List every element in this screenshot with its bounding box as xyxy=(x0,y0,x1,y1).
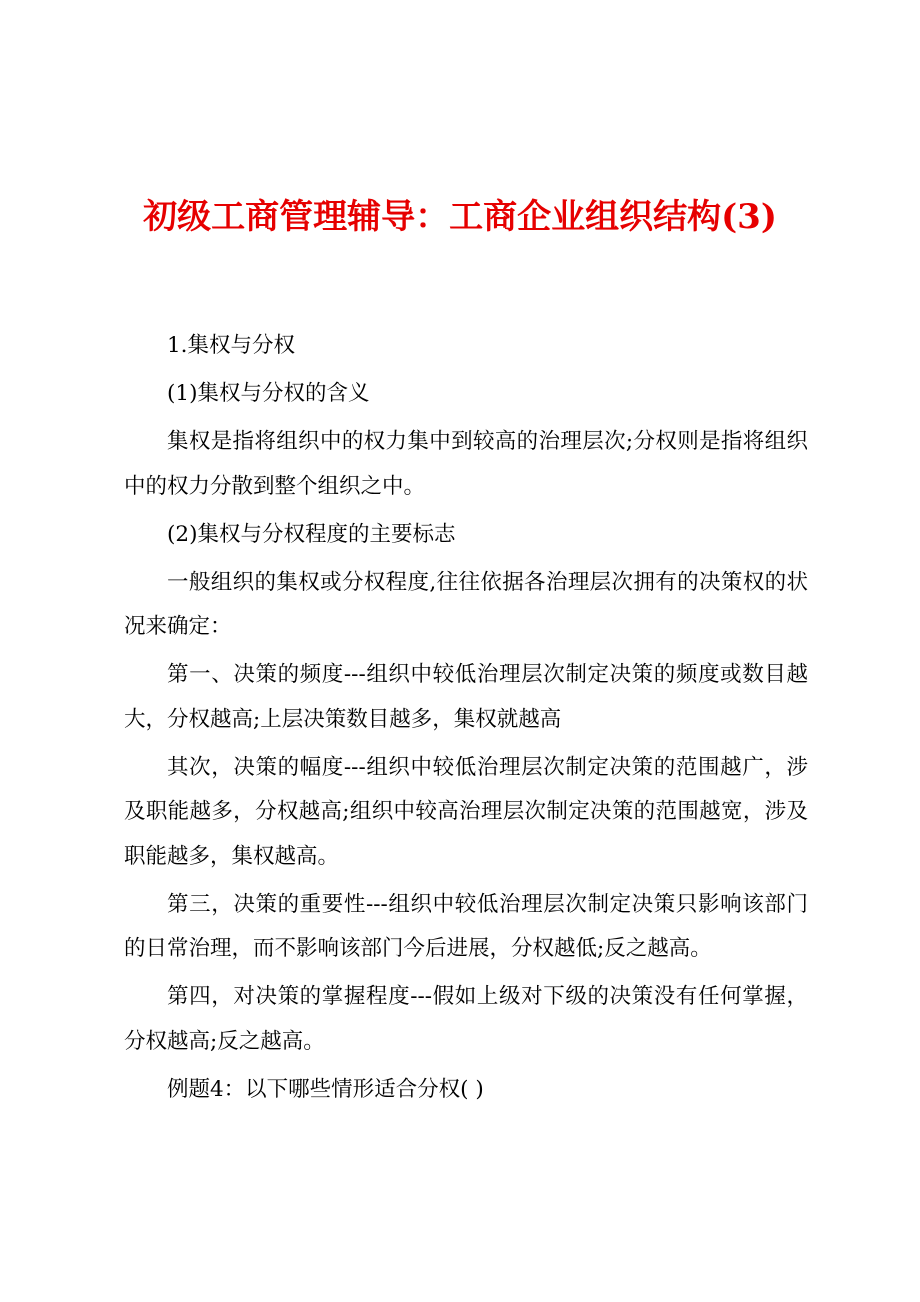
paragraph-point-2: 其次，决策的幅度---组织中较低治理层次制定决策的范围越广，涉及职能越多，分权越高;组织中较高治理层次制定决策的范围越宽，涉及职能越多，集权越高。 xyxy=(124,754,808,869)
paragraph-intro: 一般组织的集权或分权程度,往往依据各治理层次拥有的决策权的状况来确定： xyxy=(124,569,808,639)
document-title: 初级工商管理辅导：工商企业组织结构(3) xyxy=(143,197,777,237)
paragraph-definition: 集权是指将组织中的权力集中到较高的治理层次;分权则是指将组织中的权力分散到整个组织之中。 xyxy=(124,429,808,499)
paragraph-heading-1: 1.集权与分权 xyxy=(167,333,296,358)
paragraph-example: 例题4：以下哪些情形适合分权( ) xyxy=(167,1076,484,1102)
paragraph-subheading-2: (2)集权与分权程度的主要标志 xyxy=(167,521,456,547)
paragraph-point-4: 第四，对决策的掌握程度---假如上级对下级的决策没有任何掌握，分权越高;反之越高。 xyxy=(124,984,808,1054)
paragraph-subheading-1: (1)集权与分权的含义 xyxy=(167,381,370,406)
document-body xyxy=(124,324,808,1116)
paragraph-point-1: 第一、决策的频度---组织中较低治理层次制定决策的频度或数目越大，分权越高;上层决策数目越多，集权就越高 xyxy=(124,662,808,732)
paragraph-point-3: 第三，决策的重要性---组织中较低治理层次制定决策只影响该部门的日常治理，而不影响该部门今后进展，分权越低;反之越高。 xyxy=(124,891,808,961)
